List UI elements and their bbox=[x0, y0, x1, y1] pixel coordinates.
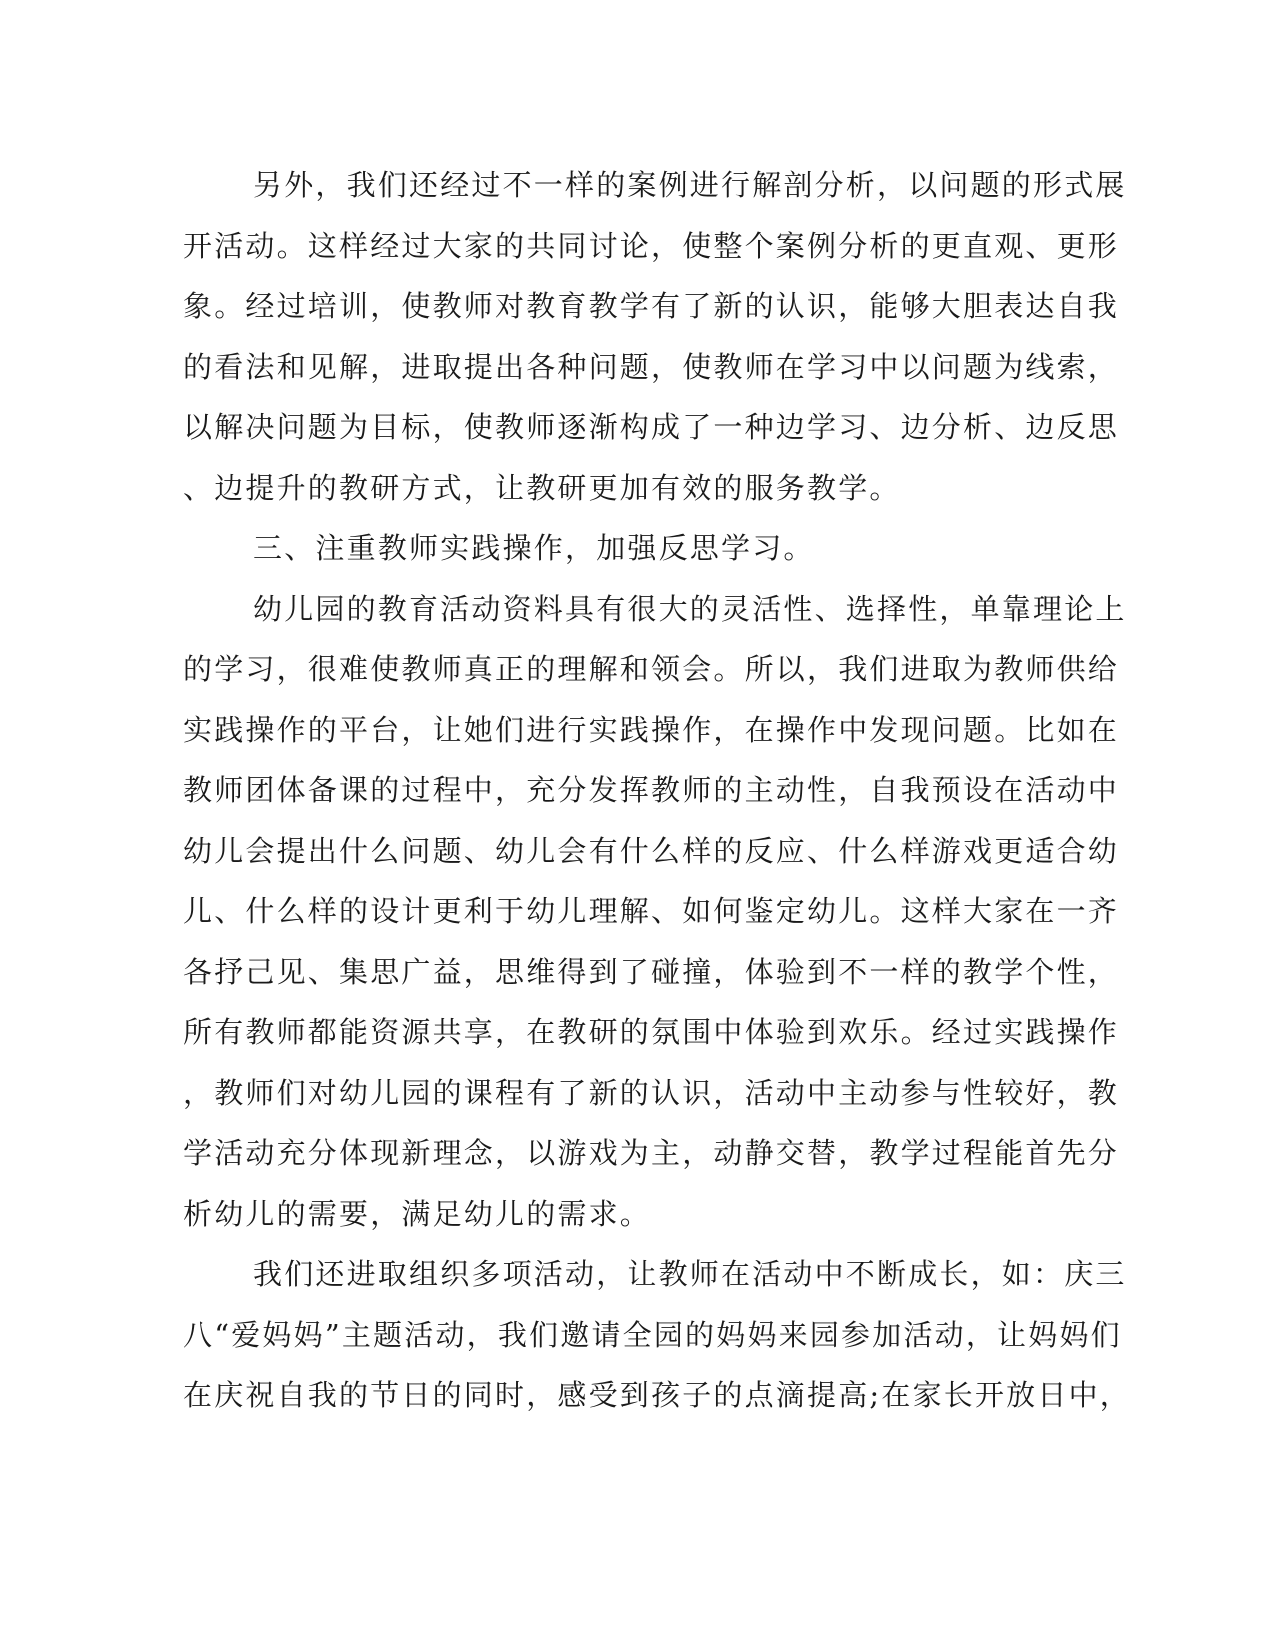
text-line: 学活动充分体现新理念，以游戏为主，动静交替，教学过程能首先分 bbox=[183, 1136, 1120, 1170]
text-line: 的学习，很难使教师真正的理解和领会。所以，我们进取为教师供给 bbox=[183, 652, 1120, 686]
text-line: 实践操作的平台，让她们进行实践操作，在操作中发现问题。比如在 bbox=[183, 712, 1120, 747]
text-line: 八“爱妈妈”主题活动，我们邀请全园的妈妈来园参加活动，让妈妈们 bbox=[183, 1317, 1122, 1352]
section-heading: 三、注重教师实践操作，加强反思学习。 bbox=[253, 531, 815, 565]
text-line: 开活动。这样经过大家的共同讨论，使整个案例分析的更直观、更形 bbox=[183, 228, 1120, 263]
text-line: 象。经过培训，使教师对教育教学有了新的认识，能够大胆表达自我 bbox=[183, 289, 1120, 323]
text-line: 教师团体备课的过程中，充分发挥教师的主动性，自我预设在活动中 bbox=[183, 773, 1120, 807]
text-line: 我们还进取组织多项活动，让教师在活动中不断成长，如：庆三 bbox=[253, 1257, 1127, 1291]
text-line: ，教师们对幼儿园的课程有了新的认识，活动中主动参与性较好，教 bbox=[183, 1075, 1120, 1110]
text-line: 各抒己见、集思广益，思维得到了碰撞，体验到不一样的教学个性， bbox=[183, 954, 1120, 989]
text-line: 、边提升的教研方式，让教研更加有效的服务教学。 bbox=[183, 470, 901, 505]
text-line: 的看法和见解，进取提出各种问题，使教师在学习中以问题为线索， bbox=[183, 349, 1120, 384]
text-line: 另外，我们还经过不一样的案例进行解剖分析，以问题的形式展 bbox=[253, 168, 1127, 202]
text-line: 幼儿园的教育活动资料具有很大的灵活性、选择性，单靠理论上 bbox=[253, 591, 1127, 626]
text-line: 所有教师都能资源共享，在教研的氛围中体验到欢乐。经过实践操作 bbox=[183, 1015, 1120, 1049]
document-body bbox=[183, 155, 1131, 1426]
text-line: 以解决问题为目标，使教师逐渐构成了一种边学习、边分析、边反思 bbox=[183, 410, 1120, 444]
text-line: 幼儿会提出什么问题、幼儿会有什么样的反应、什么样游戏更适合幼 bbox=[183, 833, 1120, 868]
text-line: 在庆祝自我的节日的同时，感受到孩子的点滴提高;在家长开放日中， bbox=[183, 1378, 1131, 1412]
text-line: 析幼儿的需要，满足幼儿的需求。 bbox=[183, 1196, 652, 1231]
text-line: 儿、什么样的设计更利于幼儿理解、如何鉴定幼儿。这样大家在一齐 bbox=[183, 894, 1120, 928]
